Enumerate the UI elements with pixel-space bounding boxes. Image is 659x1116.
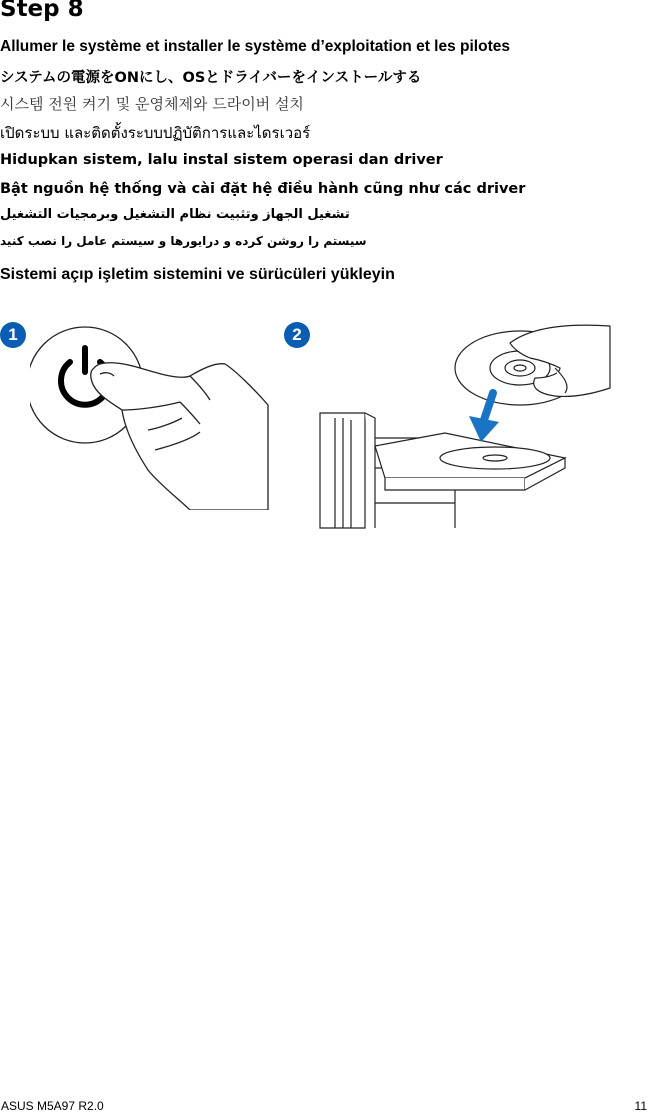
optical-drive-figure (315, 318, 615, 533)
instruction-korean: 시스템 전원 켜기 및 운영체제와 드라이버 설치 (0, 95, 304, 113)
step-title: Step 8 (0, 0, 84, 22)
instruction-arabic: تشغيل الجهاز وتثبيت نظام التشغيل وبرمجيات التشغيل (0, 207, 350, 222)
instruction-persian: سیستم را روشن کرده و درایورها و سیستم عامل را نصب کنید (0, 234, 367, 248)
instruction-french: Allumer le système et installer le système d’exploitation et les pilotes (0, 38, 510, 55)
instruction-vietnamese: Bật nguồn hệ thống và cài đặt hệ điều hành cũng như các driver (0, 181, 526, 197)
step-badge-1: 1 (0, 322, 26, 348)
hand-illustration (91, 363, 268, 510)
instruction-turkish: Sistemi açıp işletim sistemini ve sürücüleri yükleyin (0, 266, 395, 283)
step-badge-2: 2 (284, 322, 310, 348)
instruction-thai: เปิดระบบ และติดตั้งระบบปฏิบัติการและไดรเวอร์ (0, 124, 311, 142)
footer-page-number: 11 (634, 1099, 647, 1113)
instruction-japanese: システムの電源をONにし、OSとドライバーをインストールする (0, 70, 422, 86)
insert-arrow-icon (469, 393, 499, 442)
footer-model: ASUS M5A97 R2.0 (1, 1099, 104, 1113)
optical-disc-drive-icon (375, 433, 565, 490)
instruction-indonesian: Hidupkan sistem, lalu instal sistem operasi dan driver (0, 152, 443, 168)
power-button-figure (30, 310, 280, 510)
